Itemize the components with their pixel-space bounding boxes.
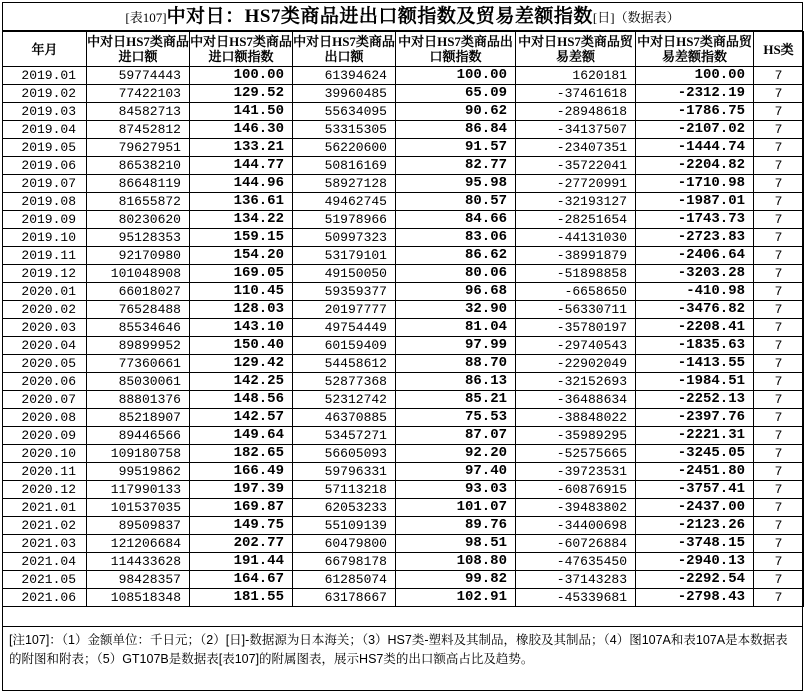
trade-balance-cell: -23407351 [516,139,636,157]
month-cell: 2019.11 [3,247,87,265]
trade-balance-cell: -56330711 [516,301,636,319]
month-cell: 2020.12 [3,481,87,499]
export-value-cell: 54458612 [293,355,396,373]
import-index-cell: 129.52 [190,85,293,103]
import-index-cell: 129.42 [190,355,293,373]
column-header-export-value: 中对日HS7类商品出口额 [293,32,396,67]
export-index-cell: 86.13 [396,373,516,391]
export-index-cell: 90.62 [396,103,516,121]
column-header-balance-index: 中对日HS7类商品贸易差额指数 [636,32,754,67]
balance-index-cell: -1413.55 [636,355,754,373]
export-index-cell: 86.62 [396,247,516,265]
import-index-cell: 154.20 [190,247,293,265]
hs-class-cell: 7 [754,121,804,139]
export-value-cell: 46370885 [293,409,396,427]
import-value-cell: 85534646 [87,319,190,337]
table-row [3,337,804,355]
export-value-cell: 62053233 [293,499,396,517]
month-cell: 2019.01 [3,67,87,85]
export-index-cell: 85.21 [396,391,516,409]
import-index-cell: 133.21 [190,139,293,157]
trade-balance-cell: -37461618 [516,85,636,103]
balance-index-cell: -2798.43 [636,589,754,607]
export-value-cell: 39960485 [293,85,396,103]
table-row [3,211,804,229]
import-index-cell: 110.45 [190,283,293,301]
export-value-cell: 60479800 [293,535,396,553]
import-value-cell: 89899952 [87,337,190,355]
import-value-cell: 86648119 [87,175,190,193]
export-value-cell: 58927128 [293,175,396,193]
balance-index-cell: -2204.82 [636,157,754,175]
month-cell: 2020.06 [3,373,87,391]
import-index-cell: 169.87 [190,499,293,517]
export-index-cell: 92.20 [396,445,516,463]
import-index-cell: 136.61 [190,193,293,211]
import-value-cell: 84582713 [87,103,190,121]
import-index-cell: 143.10 [190,319,293,337]
table-row [3,589,804,607]
export-value-cell: 63178667 [293,589,396,607]
export-value-cell: 55109139 [293,517,396,535]
import-index-cell: 144.96 [190,175,293,193]
month-cell: 2020.03 [3,319,87,337]
month-cell: 2020.04 [3,337,87,355]
export-value-cell: 50997323 [293,229,396,247]
export-index-cell: 101.07 [396,499,516,517]
import-index-cell: 149.75 [190,517,293,535]
month-cell: 2021.04 [3,553,87,571]
export-value-cell: 61285074 [293,571,396,589]
export-index-cell: 97.99 [396,337,516,355]
import-value-cell: 95128353 [87,229,190,247]
table-row [3,319,804,337]
trade-balance-cell: -45339681 [516,589,636,607]
table-row [3,67,804,85]
balance-index-cell: -2252.13 [636,391,754,409]
month-cell: 2020.08 [3,409,87,427]
import-value-cell: 79627951 [87,139,190,157]
export-index-cell: 93.03 [396,481,516,499]
table-row [3,85,804,103]
table-row [3,445,804,463]
export-value-cell: 66798178 [293,553,396,571]
export-index-cell: 96.68 [396,283,516,301]
import-value-cell: 114433628 [87,553,190,571]
balance-index-cell: -2292.54 [636,571,754,589]
month-cell: 2019.12 [3,265,87,283]
table-row [3,481,804,499]
trade-balance-cell: -28948618 [516,103,636,121]
table-header-row [3,32,804,67]
table-row [3,139,804,157]
hs-class-cell: 7 [754,301,804,319]
hs-class-cell: 7 [754,373,804,391]
trade-balance-cell: -22902049 [516,355,636,373]
export-value-cell: 49754449 [293,319,396,337]
balance-index-cell: -2451.80 [636,463,754,481]
hs-class-cell: 7 [754,337,804,355]
import-value-cell: 99519862 [87,463,190,481]
table-row [3,121,804,139]
import-index-cell: 169.05 [190,265,293,283]
export-index-cell: 99.82 [396,571,516,589]
balance-index-cell: -2406.64 [636,247,754,265]
import-index-cell: 144.77 [190,157,293,175]
trade-balance-cell: -38848022 [516,409,636,427]
export-index-cell: 86.84 [396,121,516,139]
export-value-cell: 60159409 [293,337,396,355]
export-index-cell: 108.80 [396,553,516,571]
export-value-cell: 20197777 [293,301,396,319]
import-index-cell: 141.50 [190,103,293,121]
month-cell: 2019.02 [3,85,87,103]
export-value-cell: 50816169 [293,157,396,175]
export-index-cell: 81.04 [396,319,516,337]
trade-index-table [2,31,804,607]
hs-class-cell: 7 [754,409,804,427]
hs-class-cell: 7 [754,391,804,409]
hs-class-cell: 7 [754,103,804,121]
month-cell: 2021.06 [3,589,87,607]
hs-class-cell: 7 [754,175,804,193]
month-cell: 2020.07 [3,391,87,409]
balance-index-cell: -1444.74 [636,139,754,157]
table-title-suffix: [日]（数据表） [592,10,680,25]
balance-index-cell: -3203.28 [636,265,754,283]
export-index-cell: 100.00 [396,67,516,85]
import-index-cell: 191.44 [190,553,293,571]
hs-class-cell: 7 [754,589,804,607]
trade-balance-cell: -28251654 [516,211,636,229]
import-value-cell: 108518348 [87,589,190,607]
export-value-cell: 51978966 [293,211,396,229]
import-value-cell: 59774443 [87,67,190,85]
balance-index-cell: -1987.01 [636,193,754,211]
import-value-cell: 98428357 [87,571,190,589]
export-value-cell: 57113218 [293,481,396,499]
month-cell: 2020.05 [3,355,87,373]
export-index-cell: 88.70 [396,355,516,373]
balance-index-cell: -1984.51 [636,373,754,391]
balance-index-cell: -2221.31 [636,427,754,445]
month-cell: 2019.09 [3,211,87,229]
trade-balance-cell: -35722041 [516,157,636,175]
trade-balance-cell: -29740543 [516,337,636,355]
import-index-cell: 100.00 [190,67,293,85]
table-row [3,157,804,175]
trade-balance-cell: -52575665 [516,445,636,463]
table-row [3,517,804,535]
import-value-cell: 89446566 [87,427,190,445]
export-index-cell: 80.57 [396,193,516,211]
hs-class-cell: 7 [754,499,804,517]
trade-balance-cell: -27720991 [516,175,636,193]
month-cell: 2020.11 [3,463,87,481]
month-cell: 2020.01 [3,283,87,301]
import-value-cell: 85218907 [87,409,190,427]
hs-class-cell: 7 [754,211,804,229]
balance-index-cell: -3748.15 [636,535,754,553]
hs-class-cell: 7 [754,427,804,445]
import-value-cell: 87452812 [87,121,190,139]
export-index-cell: 97.40 [396,463,516,481]
month-cell: 2019.07 [3,175,87,193]
hs-class-cell: 7 [754,355,804,373]
month-cell: 2020.10 [3,445,87,463]
month-cell: 2019.03 [3,103,87,121]
import-index-cell: 150.40 [190,337,293,355]
month-cell: 2019.05 [3,139,87,157]
hs-class-cell: 7 [754,535,804,553]
trade-balance-cell: -60876915 [516,481,636,499]
export-index-cell: 80.06 [396,265,516,283]
hs-class-cell: 7 [754,517,804,535]
balance-index-cell: -2208.41 [636,319,754,337]
hs-class-cell: 7 [754,247,804,265]
export-index-cell: 75.53 [396,409,516,427]
column-header-import-value: 中对日HS7类商品进口额 [87,32,190,67]
table-row [3,391,804,409]
hs-class-cell: 7 [754,157,804,175]
column-header-trade-balance: 中对日HS7类商品贸易差额 [516,32,636,67]
table-row [3,535,804,553]
trade-balance-cell: -39483802 [516,499,636,517]
import-index-cell: 164.67 [190,571,293,589]
export-value-cell: 56220600 [293,139,396,157]
import-value-cell: 85030061 [87,373,190,391]
hs-class-cell: 7 [754,319,804,337]
hs-class-cell: 7 [754,229,804,247]
import-value-cell: 88801376 [87,391,190,409]
import-value-cell: 109180758 [87,445,190,463]
trade-balance-cell: -47635450 [516,553,636,571]
data-table-panel [2,2,803,691]
export-index-cell: 95.98 [396,175,516,193]
import-value-cell: 89509837 [87,517,190,535]
hs-class-cell: 7 [754,67,804,85]
table-row [3,229,804,247]
trade-balance-cell: -39723531 [516,463,636,481]
export-value-cell: 52312742 [293,391,396,409]
balance-index-cell: -3476.82 [636,301,754,319]
import-index-cell: 148.56 [190,391,293,409]
table-row [3,193,804,211]
balance-index-cell: 100.00 [636,67,754,85]
hs-class-cell: 7 [754,193,804,211]
table-title [3,3,802,31]
export-index-cell: 87.07 [396,427,516,445]
import-index-cell: 182.65 [190,445,293,463]
balance-index-cell: -2123.26 [636,517,754,535]
month-cell: 2019.08 [3,193,87,211]
balance-index-cell: -2437.00 [636,499,754,517]
export-value-cell: 61394624 [293,67,396,85]
table-row [3,247,804,265]
balance-index-cell: -2940.13 [636,553,754,571]
column-header-month: 年月 [3,32,87,67]
balance-index-cell: -2312.19 [636,85,754,103]
month-cell: 2021.05 [3,571,87,589]
import-index-cell: 181.55 [190,589,293,607]
export-index-cell: 102.91 [396,589,516,607]
table-notes: [注107]：（1）金额单位：千日元；（2）[日]-数据源为日本海关；（3）HS7类-塑料及其制品，橡胶及其制品；（4）图107A和表107A是本数据表的附图和附表；（5）GT107B是数据表[表107]的附属图表，展示HS7类的出口额高占比及趋势。 [3,626,802,673]
import-index-cell: 134.22 [190,211,293,229]
month-cell: 2019.06 [3,157,87,175]
trade-balance-cell: -38991879 [516,247,636,265]
column-header-import-index: 中对日HS7类商品进口额指数 [190,32,293,67]
table-tag: [表107] [125,10,167,25]
export-value-cell: 53457271 [293,427,396,445]
month-cell: 2021.03 [3,535,87,553]
import-index-cell: 149.64 [190,427,293,445]
table-row [3,355,804,373]
table-row [3,265,804,283]
trade-balance-cell: -35989295 [516,427,636,445]
trade-balance-cell: -35780197 [516,319,636,337]
import-index-cell: 202.77 [190,535,293,553]
hs-class-cell: 7 [754,85,804,103]
import-value-cell: 80230620 [87,211,190,229]
balance-index-cell: -410.98 [636,283,754,301]
import-index-cell: 142.57 [190,409,293,427]
hs-class-cell: 7 [754,463,804,481]
balance-index-cell: -1710.98 [636,175,754,193]
table-row [3,499,804,517]
trade-balance-cell: -37143283 [516,571,636,589]
balance-index-cell: -2723.83 [636,229,754,247]
hs-class-cell: 7 [754,265,804,283]
export-index-cell: 98.51 [396,535,516,553]
export-index-cell: 32.90 [396,301,516,319]
export-value-cell: 55634095 [293,103,396,121]
balance-index-cell: -1835.63 [636,337,754,355]
hs-class-cell: 7 [754,139,804,157]
table-row [3,427,804,445]
column-header-export-index: 中对日HS7类商品出口额指数 [396,32,516,67]
hs-class-cell: 7 [754,481,804,499]
balance-index-cell: -1786.75 [636,103,754,121]
hs-class-cell: 7 [754,445,804,463]
import-value-cell: 77422103 [87,85,190,103]
month-cell: 2019.04 [3,121,87,139]
import-value-cell: 101048908 [87,265,190,283]
import-index-cell: 197.39 [190,481,293,499]
table-row [3,373,804,391]
export-value-cell: 53315305 [293,121,396,139]
import-index-cell: 159.15 [190,229,293,247]
month-cell: 2019.10 [3,229,87,247]
table-main-title: 中对日：HS7类商品进出口额指数及贸易差额指数 [166,6,593,27]
import-value-cell: 66018027 [87,283,190,301]
table-row [3,301,804,319]
import-value-cell: 86538210 [87,157,190,175]
trade-balance-cell: -32193127 [516,193,636,211]
trade-balance-cell: -6658650 [516,283,636,301]
month-cell: 2020.09 [3,427,87,445]
hs-class-cell: 7 [754,571,804,589]
column-header-hs-class: HS类 [754,32,804,67]
export-index-cell: 89.76 [396,517,516,535]
import-value-cell: 92170980 [87,247,190,265]
import-value-cell: 121206684 [87,535,190,553]
month-cell: 2021.02 [3,517,87,535]
export-index-cell: 65.09 [396,85,516,103]
month-cell: 2021.01 [3,499,87,517]
import-value-cell: 77360661 [87,355,190,373]
trade-balance-cell: -44131030 [516,229,636,247]
balance-index-cell: -2107.02 [636,121,754,139]
export-value-cell: 52877368 [293,373,396,391]
import-index-cell: 128.03 [190,301,293,319]
import-index-cell: 146.30 [190,121,293,139]
hs-class-cell: 7 [754,553,804,571]
export-index-cell: 83.06 [396,229,516,247]
trade-balance-cell: 1620181 [516,67,636,85]
trade-balance-cell: -60726884 [516,535,636,553]
balance-index-cell: -1743.73 [636,211,754,229]
trade-balance-cell: -51898858 [516,265,636,283]
table-row [3,409,804,427]
trade-balance-cell: -32152693 [516,373,636,391]
export-index-cell: 82.77 [396,157,516,175]
export-value-cell: 59796331 [293,463,396,481]
export-value-cell: 56605093 [293,445,396,463]
balance-index-cell: -3245.05 [636,445,754,463]
export-value-cell: 49150050 [293,265,396,283]
export-value-cell: 59359377 [293,283,396,301]
trade-balance-cell: -34137507 [516,121,636,139]
import-value-cell: 117990133 [87,481,190,499]
table-row [3,283,804,301]
export-value-cell: 49462745 [293,193,396,211]
trade-balance-cell: -36488634 [516,391,636,409]
import-index-cell: 142.25 [190,373,293,391]
hs-class-cell: 7 [754,283,804,301]
table-row [3,175,804,193]
balance-index-cell: -3757.41 [636,481,754,499]
import-value-cell: 81655872 [87,193,190,211]
import-value-cell: 76528488 [87,301,190,319]
table-row [3,571,804,589]
import-value-cell: 101537035 [87,499,190,517]
table-row [3,553,804,571]
table-row [3,103,804,121]
export-index-cell: 91.57 [396,139,516,157]
balance-index-cell: -2397.76 [636,409,754,427]
import-index-cell: 166.49 [190,463,293,481]
export-index-cell: 84.66 [396,211,516,229]
month-cell: 2020.02 [3,301,87,319]
table-row [3,463,804,481]
export-value-cell: 53179101 [293,247,396,265]
trade-balance-cell: -34400698 [516,517,636,535]
